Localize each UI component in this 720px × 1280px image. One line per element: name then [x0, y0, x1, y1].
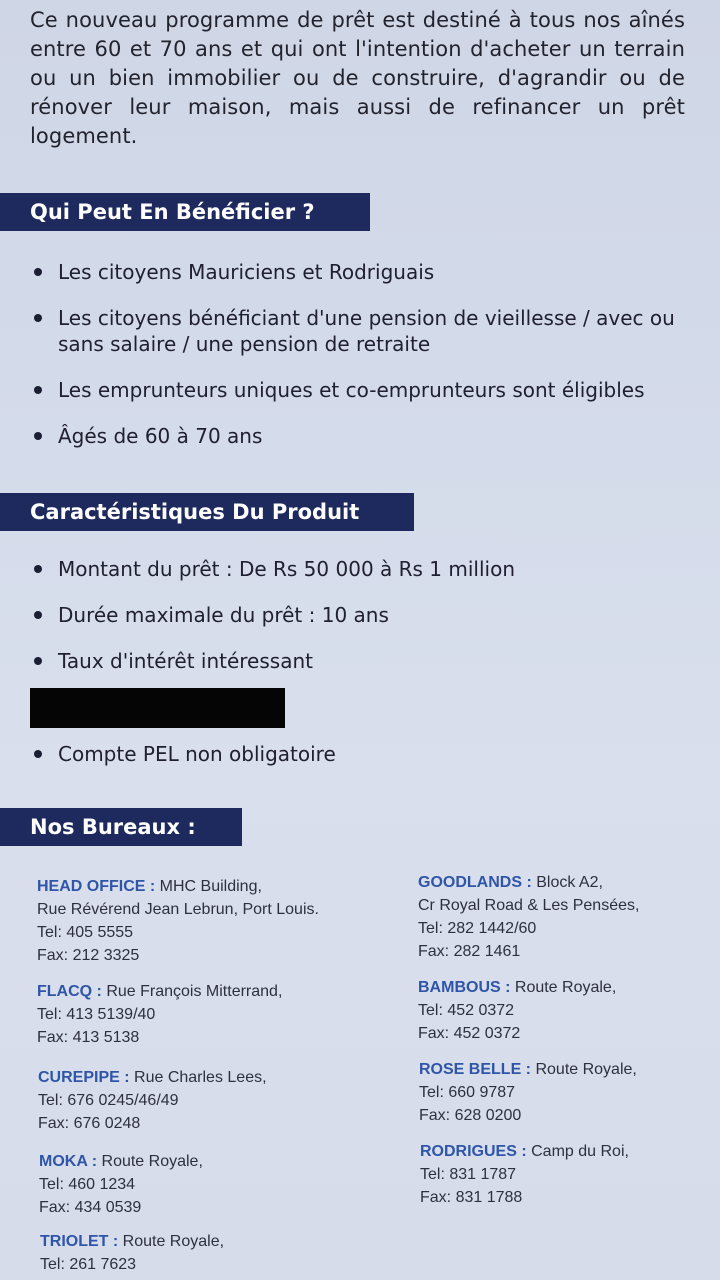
features-list-continued	[34, 741, 694, 767]
bullet-icon	[34, 611, 42, 619]
list-item: Les citoyens Mauriciens et Rodriguais	[34, 259, 694, 285]
list-item: Taux d'intérêt intéressant	[34, 648, 694, 674]
redaction-bar	[30, 688, 285, 728]
bullet-icon	[34, 657, 42, 665]
office-bambous: BAMBOUS : Route Royale, Tel: 452 0372 Fax: 452 0372	[418, 979, 617, 1042]
list-item: Les emprunteurs uniques et co-emprunteurs sont éligibles	[34, 377, 694, 403]
features-heading: Caractéristiques Du Produit	[0, 493, 414, 531]
office-goodlands: GOODLANDS : Block A2, Cr Royal Road & Les Pensées, Tel: 282 1442/60 Fax: 282 1461	[418, 874, 640, 960]
list-item: Compte PEL non obligatoire	[34, 741, 694, 767]
bullet-icon	[34, 565, 42, 573]
office-head-office: HEAD OFFICE : MHC Building, Rue Révérend Jean Lebrun, Port Louis. Tel: 405 5555 Fax: 212 3325	[37, 878, 319, 964]
office-triolet: TRIOLET : Route Royale, Tel: 261 7623	[40, 1233, 225, 1273]
bullet-icon	[34, 432, 42, 440]
bullet-icon	[34, 750, 42, 758]
office-rose-belle: ROSE BELLE : Route Royale, Tel: 660 9787 Fax: 628 0200	[419, 1061, 637, 1124]
list-item: Âgés de 60 à 70 ans	[34, 423, 694, 449]
bullet-icon	[34, 386, 42, 394]
features-list	[34, 556, 694, 694]
bullet-icon	[34, 268, 42, 276]
offices-heading: Nos Bureaux :	[0, 808, 242, 846]
office-curepipe: CUREPIPE : Rue Charles Lees, Tel: 676 0245/46/49 Fax: 676 0248	[38, 1069, 267, 1132]
list-item: Durée maximale du prêt : 10 ans	[34, 602, 694, 628]
intro-paragraph: Ce nouveau programme de prêt est destiné à tous nos aînés entre 60 et 70 ans et qui ont l'intention d'acheter un terrain ou un bien immobilier ou de construire, d'agrandir ou de rénover leur maison, mais aussi de refinancer un prêt logement.	[30, 8, 685, 148]
office-rodrigues: RODRIGUES : Camp du Roi, Tel: 831 1787 Fax: 831 1788	[420, 1143, 629, 1206]
office-flacq: FLACQ : Rue François Mitterrand, Tel: 413 5139/40 Fax: 413 5138	[37, 983, 283, 1046]
eligibility-list	[34, 259, 694, 469]
eligibility-heading: Qui Peut En Bénéficier ?	[0, 193, 370, 231]
bullet-icon	[34, 314, 42, 322]
list-item: Montant du prêt : De Rs 50 000 à Rs 1 million	[34, 556, 694, 582]
list-item: Les citoyens bénéficiant d'une pension de vieillesse / avec ou sans salaire / une pension de retraite	[34, 305, 694, 357]
office-moka: MOKA : Route Royale, Tel: 460 1234 Fax: 434 0539	[39, 1153, 203, 1216]
